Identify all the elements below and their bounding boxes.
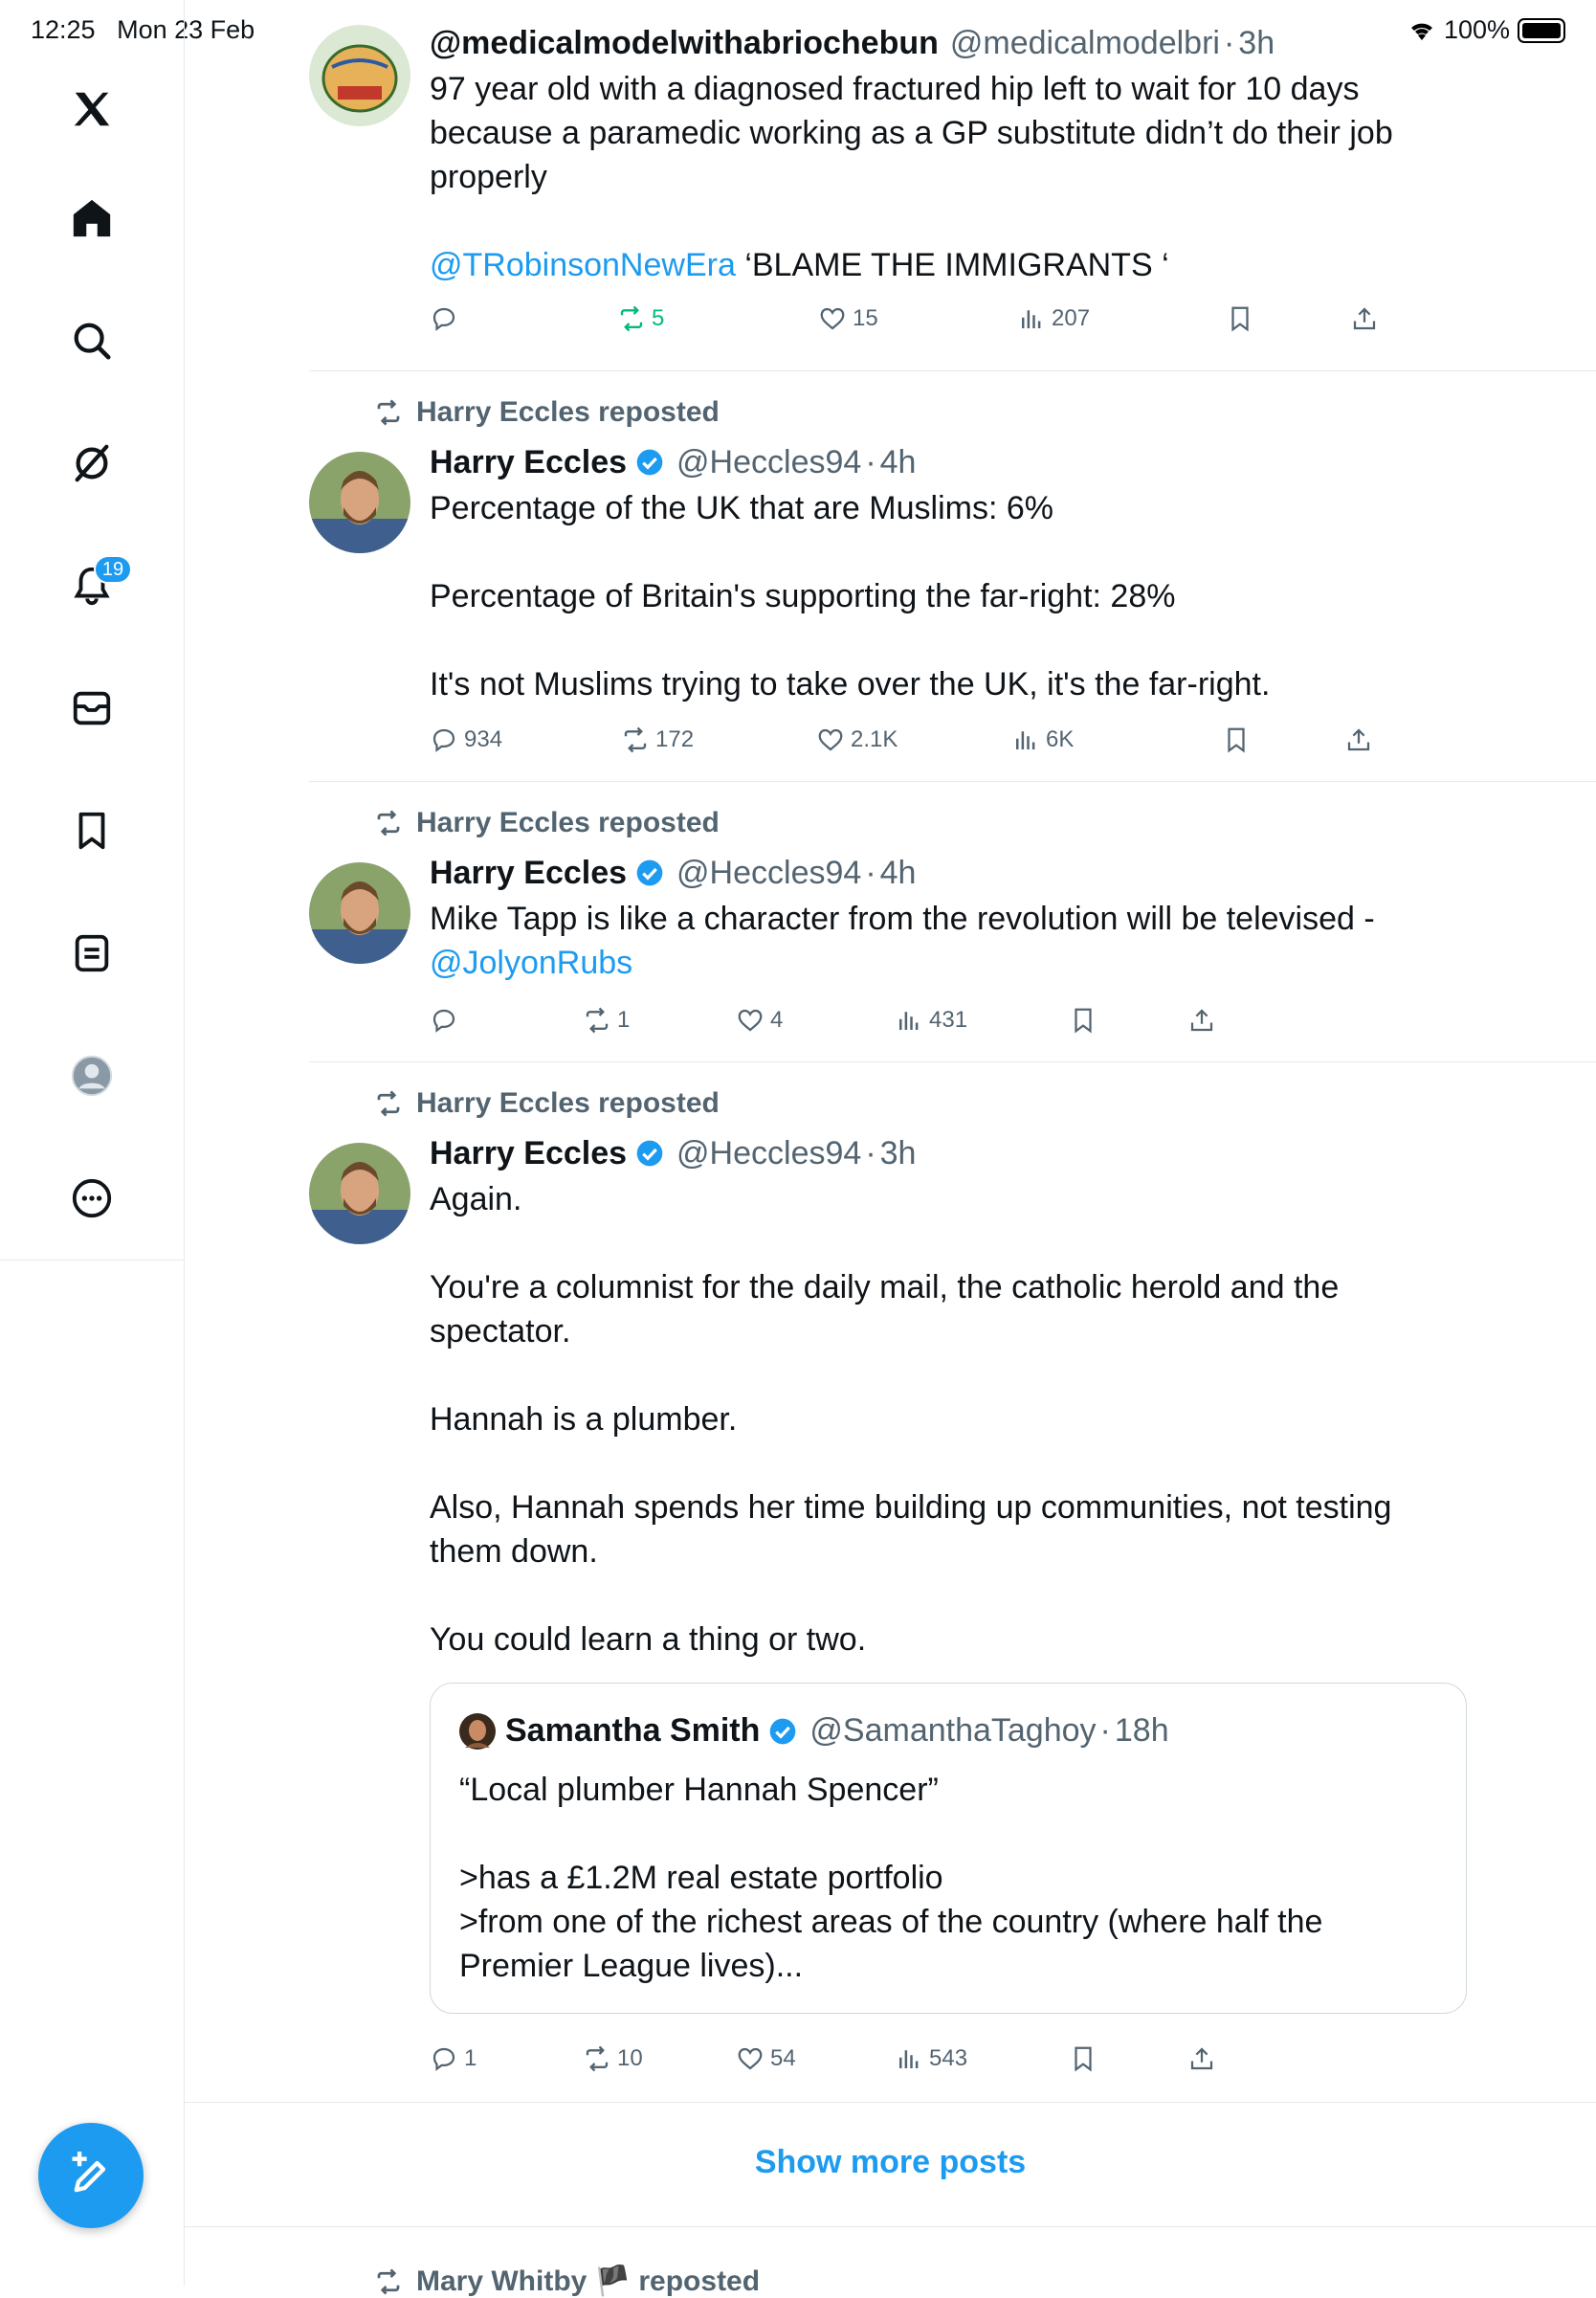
post-paragraph: Percentage of the UK that are Muslims: 6%: [430, 490, 1053, 526]
like-button[interactable]: [736, 1006, 783, 1035]
bookmark-icon: [1069, 2044, 1097, 2073]
search-icon[interactable]: [63, 312, 121, 369]
views-chart-icon: [1011, 725, 1040, 754]
post-paragraph: Hannah is a plumber.: [430, 1401, 738, 1438]
heart-icon: [736, 2044, 765, 2073]
verified-badge-icon: [634, 447, 665, 478]
author-handle[interactable]: @medicalmodelbri: [949, 24, 1220, 61]
share-icon: [1350, 304, 1379, 333]
author-handle[interactable]: @Heccles94: [676, 854, 862, 891]
repost-label: Harry Eccles reposted: [416, 396, 720, 428]
post-actions: [430, 2044, 1596, 2083]
repost-indicator[interactable]: [374, 807, 720, 839]
repost-indicator[interactable]: [374, 396, 720, 429]
post-paragraph: Percentage of Britain's supporting the far-right: 28%: [430, 578, 1176, 614]
grok-icon[interactable]: [63, 435, 121, 492]
post-paragraph: Again.: [430, 1181, 522, 1217]
reply-button[interactable]: [430, 1006, 458, 1035]
status-date: Mon 23 Feb: [117, 15, 255, 44]
show-more-posts-button[interactable]: Show more posts: [754, 2144, 1027, 2180]
post-header: [430, 1129, 916, 1177]
lists-icon[interactable]: [63, 925, 121, 982]
compose-post-button[interactable]: [38, 2123, 144, 2228]
post-time[interactable]: 4h: [879, 854, 917, 891]
dot-separator: ·: [1223, 24, 1235, 61]
repost-label: Mary Whitby 🏴 reposted: [416, 2265, 761, 2297]
repost-icon: [583, 2044, 611, 2073]
mention-tail-text: ‘BLAME THE IMMIGRANTS ‘: [735, 247, 1169, 283]
repost-label: Harry Eccles reposted: [416, 807, 720, 838]
post-paragraph: You could learn a thing or two.: [430, 1621, 867, 1658]
views-count: 543: [929, 2045, 968, 2071]
share-icon: [1344, 725, 1373, 754]
dot-separator: ·: [1099, 1712, 1111, 1749]
repost-icon: [621, 725, 650, 754]
more-options-icon[interactable]: [63, 1170, 121, 1227]
bookmark-icon: [1226, 304, 1254, 333]
repost-icon: [374, 809, 403, 837]
share-button[interactable]: [1187, 2044, 1216, 2073]
section-divider: [185, 2226, 1596, 2227]
bookmark-icon: [1069, 1006, 1097, 1035]
post-header: [430, 438, 916, 486]
post-text: [430, 897, 1434, 985]
timeline-feed: [185, 0, 1596, 2297]
avatar[interactable]: [309, 25, 410, 126]
heart-icon: [816, 725, 845, 754]
share-icon: [1187, 1006, 1216, 1035]
post-paragraph: [430, 243, 1434, 287]
battery-percent: 100%: [1443, 15, 1510, 44]
reply-icon: [430, 2044, 458, 2073]
heart-icon: [736, 1006, 765, 1035]
post-paragraph: 97 year old with a diagnosed fractured hip left to wait for 10 days because a paramedic working as a GP substitute didn’t do their job properly: [430, 71, 1393, 195]
post-paragraph: You're a columnist for the daily mail, the catholic herold and the spectator.: [430, 1269, 1340, 1350]
verified-badge-icon: [634, 1138, 665, 1169]
avatar[interactable]: [309, 862, 410, 964]
like-count: 54: [770, 2045, 796, 2071]
dot-separator: ·: [865, 854, 876, 891]
author-handle[interactable]: @Heccles94: [676, 443, 862, 480]
author-name[interactable]: Harry Eccles: [430, 854, 628, 891]
repost-button[interactable]: [583, 1006, 630, 1035]
reply-count: 1: [464, 2045, 477, 2071]
like-button[interactable]: [816, 725, 898, 754]
views-button[interactable]: [1011, 725, 1074, 754]
section-divider: [185, 2102, 1596, 2103]
share-button[interactable]: [1344, 725, 1373, 754]
author-name[interactable]: Harry Eccles: [430, 443, 628, 480]
repost-icon: [374, 398, 403, 427]
repost-label: Harry Eccles reposted: [416, 1087, 720, 1119]
quoted-paragraph: “Local plumber Hannah Spencer”: [459, 1772, 939, 1808]
repost-icon: [583, 1006, 611, 1035]
post-actions: [430, 1006, 1596, 1044]
bookmark-button[interactable]: [1226, 304, 1254, 333]
share-icon: [1187, 2044, 1216, 2073]
sidebar-divider: [0, 1260, 184, 1261]
repost-count: 1: [617, 1007, 631, 1033]
post-text: [430, 1177, 1434, 1662]
heart-icon: [818, 304, 847, 333]
quoted-post-header: [459, 1712, 1169, 1750]
bookmark-icon: [1222, 725, 1251, 754]
profile-avatar-icon[interactable]: [63, 1047, 121, 1104]
repost-indicator[interactable]: [374, 1087, 720, 1120]
home-icon[interactable]: [63, 190, 121, 247]
reply-button[interactable]: [430, 2044, 477, 2073]
views-chart-icon: [895, 1006, 923, 1035]
reply-button[interactable]: [430, 304, 458, 333]
bookmark-button[interactable]: [1222, 725, 1251, 754]
reply-icon: [430, 1006, 458, 1035]
views-button[interactable]: [895, 2044, 967, 2073]
post-2[interactable]: [309, 371, 1596, 781]
quoted-post-time: 18h: [1114, 1712, 1169, 1749]
like-count: 2.1K: [851, 726, 898, 752]
repost-button[interactable]: [617, 304, 664, 333]
like-button[interactable]: [818, 304, 878, 333]
compose-feather-icon: [66, 2151, 116, 2200]
quoted-paragraph: >has a £1.2M real estate portfolio: [459, 1860, 943, 1896]
quoted-avatar[interactable]: [459, 1713, 496, 1750]
post-time[interactable]: 3h: [879, 1134, 917, 1171]
mention-link[interactable]: @JolyonRubs: [430, 945, 633, 981]
views-count: 207: [1052, 305, 1091, 331]
post-text: [430, 67, 1434, 287]
quoted-author-handle[interactable]: @SamanthaTaghoy: [809, 1712, 1097, 1749]
post-time[interactable]: 4h: [879, 443, 917, 480]
repost-count: 5: [652, 305, 665, 331]
repost-count: 10: [617, 2045, 643, 2071]
post-3[interactable]: [309, 782, 1596, 1061]
post-time[interactable]: 3h: [1238, 24, 1275, 61]
verified-badge-icon: [767, 1716, 798, 1747]
repost-count: 172: [655, 726, 695, 752]
post-text: [430, 486, 1434, 706]
post-actions: [430, 725, 1596, 764]
mention-link[interactable]: @TRobinsonNewEra: [430, 247, 736, 283]
avatar[interactable]: [309, 1143, 410, 1244]
avatar[interactable]: [309, 452, 410, 553]
bookmark-button[interactable]: [1069, 1006, 1097, 1035]
x-logo-icon[interactable]: [63, 80, 121, 138]
reply-icon: [430, 725, 458, 754]
repost-button[interactable]: [583, 2044, 643, 2073]
post-paragraph: It's not Muslims trying to take over the UK, it's the far-right.: [430, 666, 1271, 703]
repost-icon: [617, 304, 646, 333]
verified-badge-icon: [634, 858, 665, 888]
next-repost-indicator[interactable]: [374, 2265, 760, 2298]
repost-button[interactable]: [621, 725, 694, 754]
post-header: [430, 19, 1275, 67]
views-count: 431: [929, 1007, 968, 1033]
notification-count-badge: 19: [94, 555, 132, 584]
quoted-author-name[interactable]: Samantha Smith: [505, 1712, 761, 1749]
reply-icon: [430, 304, 458, 333]
post-text-body: Mike Tapp is like a character from the revolution will be televised -: [430, 901, 1375, 937]
bookmarks-icon[interactable]: [63, 802, 121, 859]
quoted-paragraph: >from one of the richest areas of the country (where half the Premier League lives)...: [459, 1904, 1323, 1984]
sidebar: [0, 0, 185, 2286]
post-paragraph: Also, Hannah spends her time building up communities, not testing them down.: [430, 1489, 1392, 1570]
views-button[interactable]: [895, 1006, 967, 1035]
author-name[interactable]: @medicalmodelwithabriochebun: [430, 24, 939, 61]
post-actions: [430, 304, 1596, 343]
reply-count: 934: [464, 726, 503, 752]
repost-icon: [374, 1089, 403, 1118]
post-1[interactable]: [309, 0, 1596, 364]
like-count: 15: [853, 305, 878, 331]
repost-icon: [374, 2267, 403, 2296]
dot-separator: ·: [865, 1134, 876, 1171]
views-count: 6K: [1046, 726, 1075, 752]
bookmark-button[interactable]: [1069, 2044, 1097, 2073]
like-button[interactable]: [736, 2044, 796, 2073]
like-count: 4: [770, 1007, 784, 1033]
author-handle[interactable]: @Heccles94: [676, 1134, 862, 1171]
share-button[interactable]: [1187, 1006, 1216, 1035]
views-chart-icon: [895, 2044, 923, 2073]
quoted-post[interactable]: [430, 1683, 1467, 2014]
post-4[interactable]: [309, 1062, 1596, 2102]
post-paragraph: [430, 897, 1434, 985]
messages-icon[interactable]: [63, 680, 121, 737]
author-name[interactable]: Harry Eccles: [430, 1134, 628, 1171]
share-button[interactable]: [1350, 304, 1379, 333]
post-header: [430, 849, 916, 897]
status-time: 12:25: [31, 15, 96, 44]
views-button[interactable]: [1017, 304, 1090, 333]
dot-separator: ·: [865, 443, 876, 480]
views-chart-icon: [1017, 304, 1046, 333]
reply-button[interactable]: [430, 725, 502, 754]
quoted-post-text: [459, 1768, 1426, 1988]
